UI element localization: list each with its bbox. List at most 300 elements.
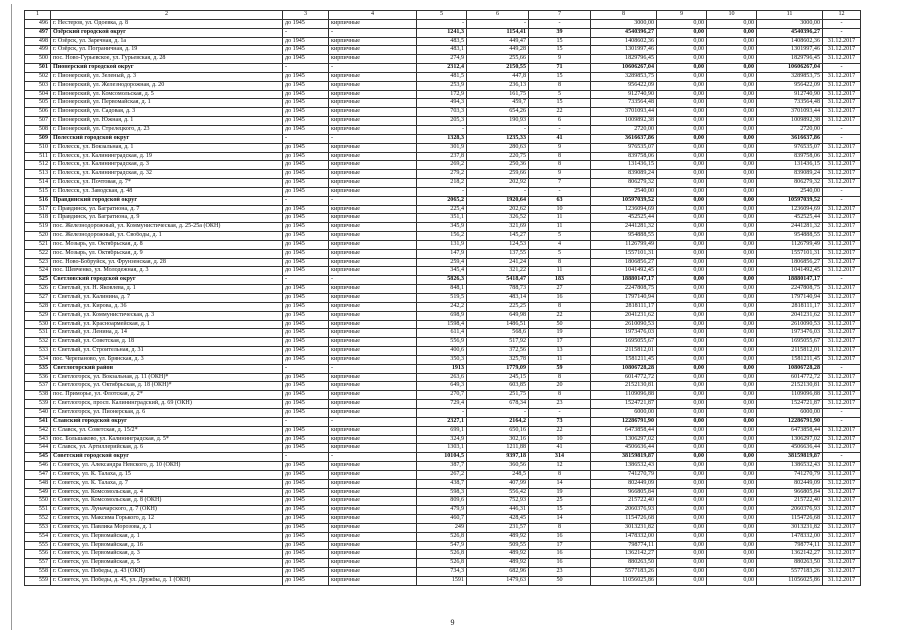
table-cell-col-6: 428,45 — [467, 515, 529, 524]
table-cell-col-6: 326,52 — [467, 214, 529, 223]
table-row — [25, 568, 861, 577]
table-cell-col-3: до 1945 — [283, 541, 329, 550]
table-cell-col-5: 147,9 — [417, 249, 467, 258]
table-cell-col-5: 345,4 — [417, 267, 467, 276]
table-row — [25, 470, 861, 479]
table-cell-col-11: 12286791,90 — [757, 417, 823, 426]
table-cell-col-3: до 1945 — [283, 19, 329, 28]
table-cell-col-4: кирпичные — [329, 267, 417, 276]
table-cell-col-11: 1386532,43 — [757, 462, 823, 471]
table-cell-col-8: 1806856,27 — [591, 258, 657, 267]
table-cell-col-4: кирпичные — [329, 232, 417, 241]
table-cell-col-7: 39 — [529, 28, 591, 37]
table-cell-col-4: кирпичные — [329, 577, 417, 586]
table-cell-col-12: 31.12.2017 — [823, 72, 861, 81]
table-cell-col-11: 956422,09 — [757, 81, 823, 90]
table-cell-col-10: 0,00 — [707, 373, 757, 382]
table-cell-col-2: г. Озёрск, ул. Пограничная, д. 19 — [51, 46, 283, 55]
table-cell-col-10: 0,00 — [707, 72, 757, 81]
table-cell-col-8: 3013231,82 — [591, 523, 657, 532]
table-row — [25, 267, 861, 276]
table-cell-col-10: 0,00 — [707, 134, 757, 143]
table-cell-col-12: 31.12.2017 — [823, 143, 861, 152]
table-cell-col-4: - — [329, 134, 417, 143]
table-cell-col-9: 0,00 — [657, 223, 707, 232]
table-cell-col-12: 31.12.2017 — [823, 320, 861, 329]
table-cell-col-10: 0,00 — [707, 205, 757, 214]
table-cell-col-4: кирпичные — [329, 37, 417, 46]
table-row — [25, 302, 861, 311]
table-cell-col-2: г. Пионерский, ул. Садовая, д. 3 — [51, 108, 283, 117]
table-cell-col-8: 954888,55 — [591, 232, 657, 241]
table-cell-col-12: 31.12.2017 — [823, 179, 861, 188]
table-cell-col-3: до 1945 — [283, 523, 329, 532]
table-cell-col-9: 0,00 — [657, 19, 707, 28]
table-cell-col-1: 518 — [25, 214, 51, 223]
table-cell-col-7: 73 — [529, 417, 591, 426]
table-cell-col-5: 242,2 — [417, 302, 467, 311]
table-cell-col-8: 1009892,38 — [591, 117, 657, 126]
table-cell-col-7: 8 — [529, 258, 591, 267]
table-cell-col-2: г. Полесск, ул. Калининградская, д. 32 — [51, 170, 283, 179]
table-cell-col-8: 798774,11 — [591, 541, 657, 550]
table-cell-col-8: 741270,79 — [591, 470, 657, 479]
table-cell-col-9: 0,00 — [657, 462, 707, 471]
table-row — [25, 532, 861, 541]
table-cell-col-4: кирпичные — [329, 285, 417, 294]
table-cell-col-10: 0,00 — [707, 170, 757, 179]
table-cell-col-2: г. Пионерский, ул. Зеленый, д. 3 — [51, 72, 283, 81]
table-cell-col-11: 1524721,87 — [757, 400, 823, 409]
table-cell-col-2: г. Светлый, ул. Калинина, д. 7 — [51, 294, 283, 303]
table-cell-col-7: 15 — [529, 506, 591, 515]
table-cell-col-12: 31.12.2017 — [823, 90, 861, 99]
table-cell-col-6: 2150,55 — [467, 64, 529, 73]
table-cell-col-8: 1301997,46 — [591, 46, 657, 55]
table-row — [25, 515, 861, 524]
table-cell-col-9: 0,00 — [657, 338, 707, 347]
table-cell-col-2: г. Советск, ул. Павлика Морозова, д. 1 — [51, 523, 283, 532]
table-row — [25, 125, 861, 134]
table-cell-col-10: 0,00 — [707, 294, 757, 303]
table-cell-col-2: Озёрский городской округ — [51, 28, 283, 37]
table-cell-col-9: 0,00 — [657, 391, 707, 400]
table-cell-col-6: 509,55 — [467, 541, 529, 550]
table-cell-col-5: 205,3 — [417, 117, 467, 126]
table-cell-col-6: 517,92 — [467, 338, 529, 347]
table-cell-col-3: до 1945 — [283, 258, 329, 267]
table-cell-col-5: 734,3 — [417, 568, 467, 577]
table-row — [25, 541, 861, 550]
table-cell-col-4: кирпичные — [329, 46, 417, 55]
table-cell-col-6: 161,75 — [467, 90, 529, 99]
table-row — [25, 285, 861, 294]
table-cell-col-3: до 1945 — [283, 143, 329, 152]
table-cell-col-2: г. Светлый, ул. Строительная, д. 31 — [51, 347, 283, 356]
table-cell-col-7: 15 — [529, 37, 591, 46]
table-cell-col-12: - — [823, 364, 861, 373]
table-cell-col-10: 0,00 — [707, 462, 757, 471]
table-cell-col-11: 1478332,00 — [757, 532, 823, 541]
table-cell-col-2: г. Славск, ул. Артиллерийская, д. 6 — [51, 444, 283, 453]
table-cell-col-7: 8 — [529, 152, 591, 161]
table-cell-col-2: Советский городской округ — [51, 453, 283, 462]
table-cell-col-4: кирпичные — [329, 559, 417, 568]
table-cell-col-5: 279,2 — [417, 170, 467, 179]
table-cell-col-10: 0,00 — [707, 408, 757, 417]
table-cell-col-6: 9397,18 — [467, 453, 529, 462]
table-cell-col-2: г. Полесск, ул. Вокзальная, д. 1 — [51, 143, 283, 152]
table-cell-col-4: кирпичные — [329, 568, 417, 577]
table-cell-col-5: 259,4 — [417, 258, 467, 267]
table-cell-col-3: до 1945 — [283, 347, 329, 356]
table-cell-col-2: пос. Мозырь, ул. Октябрьская, д. 9 — [51, 249, 283, 258]
table-cell-col-8: 1524721,87 — [591, 400, 657, 409]
table-cell-col-9: 0,00 — [657, 179, 707, 188]
table-cell-col-9: 0,00 — [657, 435, 707, 444]
table-cell-col-5: 494,3 — [417, 99, 467, 108]
table-cell-col-12: - — [823, 417, 861, 426]
page-number: 9 — [450, 618, 455, 627]
table-cell-col-7: 12 — [529, 462, 591, 471]
table-cell-col-11: 912740,90 — [757, 90, 823, 99]
table-cell-col-5: - — [417, 187, 467, 196]
table-cell-col-9: 0,00 — [657, 541, 707, 550]
table-cell-col-12: 31.12.2017 — [823, 302, 861, 311]
table-cell-col-11: 733564,48 — [757, 99, 823, 108]
table-cell-col-6: 1486,51 — [467, 320, 529, 329]
table-cell-col-3: до 1945 — [283, 108, 329, 117]
table-cell-col-7: 16 — [529, 532, 591, 541]
table-cell-col-6: 654,26 — [467, 108, 529, 117]
table-cell-col-1: 534 — [25, 355, 51, 364]
table-cell-col-7: 5 — [529, 90, 591, 99]
table-cell-col-3: до 1945 — [283, 568, 329, 577]
table-cell-col-12: 31.12.2017 — [823, 249, 861, 258]
table-cell-col-7: 8 — [529, 373, 591, 382]
table-cell-col-9: 0,00 — [657, 117, 707, 126]
table-cell-col-11: 6473858,44 — [757, 426, 823, 435]
table-cell-col-2: г. Полесск, ул. Заводская, д. 48 — [51, 187, 283, 196]
table-cell-col-12: - — [823, 276, 861, 285]
table-cell-col-4: кирпичные — [329, 506, 417, 515]
table-cell-col-4: кирпичные — [329, 382, 417, 391]
table-cell-col-9: 0,00 — [657, 81, 707, 90]
table-cell-col-10: 0,00 — [707, 90, 757, 99]
table-cell-col-10: 0,00 — [707, 470, 757, 479]
table-cell-col-12: - — [823, 19, 861, 28]
table-cell-col-4: кирпичные — [329, 161, 417, 170]
table-cell-col-8: 1557101,31 — [591, 249, 657, 258]
table-cell-col-1: 540 — [25, 408, 51, 417]
table-cell-col-6: 248,5 — [467, 470, 529, 479]
table-cell-col-7: 22 — [529, 311, 591, 320]
table-cell-col-9: 0,00 — [657, 523, 707, 532]
table-cell-col-7: 27 — [529, 285, 591, 294]
table-cell-col-1: 559 — [25, 577, 51, 586]
table-cell-col-11: 2152130,81 — [757, 382, 823, 391]
table-cell-col-11: 10806728,28 — [757, 364, 823, 373]
table-cell-col-8: 10606267,04 — [591, 64, 657, 73]
table-cell-col-3: до 1945 — [283, 223, 329, 232]
table-cell-col-7: 23 — [529, 568, 591, 577]
table-cell-col-7: - — [529, 125, 591, 134]
table-subtotal-row — [25, 64, 861, 73]
table-cell-col-7: 17 — [529, 338, 591, 347]
table-cell-col-4: кирпичные — [329, 72, 417, 81]
table-cell-col-4: - — [329, 364, 417, 373]
table-cell-col-5: - — [417, 125, 467, 134]
table-cell-col-12: 31.12.2017 — [823, 152, 861, 161]
table-cell-col-8: 1236094,69 — [591, 205, 657, 214]
table-cell-col-8: 956422,09 — [591, 81, 657, 90]
table-cell-col-6: 449,47 — [467, 37, 529, 46]
table-cell-col-3: до 1945 — [283, 285, 329, 294]
table-cell-col-4: кирпичные — [329, 550, 417, 559]
table-cell-col-3: до 1945 — [283, 249, 329, 258]
table-row — [25, 46, 861, 55]
table-cell-col-1: 522 — [25, 249, 51, 258]
table-row — [25, 391, 861, 400]
table-cell-col-10: 0,00 — [707, 382, 757, 391]
table-cell-col-5: 1591 — [417, 577, 467, 586]
table-cell-col-10: 0,00 — [707, 108, 757, 117]
column-header-10: 10 — [707, 11, 757, 20]
table-row — [25, 355, 861, 364]
table-cell-col-5: 237,8 — [417, 152, 467, 161]
table-cell-col-8: 2115812,01 — [591, 347, 657, 356]
table-cell-col-5: 703,3 — [417, 108, 467, 117]
table-cell-col-10: 0,00 — [707, 152, 757, 161]
table-cell-col-4: - — [329, 28, 417, 37]
table-cell-col-8: 1695055,67 — [591, 338, 657, 347]
table-cell-col-5: 10104,5 — [417, 453, 467, 462]
table-cell-col-4: кирпичные — [329, 108, 417, 117]
document-sheet — [24, 10, 860, 586]
table-cell-col-6: 1154,41 — [467, 28, 529, 37]
table-cell-col-7: 15 — [529, 72, 591, 81]
table-cell-col-11: 1362142,27 — [757, 550, 823, 559]
table-cell-col-10: 0,00 — [707, 515, 757, 524]
table-cell-col-11: 966805,84 — [757, 488, 823, 497]
table-cell-col-9: 0,00 — [657, 143, 707, 152]
table-row — [25, 249, 861, 258]
table-cell-col-8: 2720,00 — [591, 125, 657, 134]
table-cell-col-12: 31.12.2017 — [823, 205, 861, 214]
table-cell-col-6: - — [467, 125, 529, 134]
table-cell-col-12: - — [823, 28, 861, 37]
table-cell-col-1: 507 — [25, 117, 51, 126]
table-cell-col-1: 538 — [25, 391, 51, 400]
table-cell-col-5: 1913 — [417, 364, 467, 373]
table-cell-col-11: 1806856,27 — [757, 258, 823, 267]
table-cell-col-8: 1386532,43 — [591, 462, 657, 471]
table-cell-col-10: 0,00 — [707, 364, 757, 373]
table-cell-col-1: 539 — [25, 400, 51, 409]
table-cell-col-4: кирпичные — [329, 125, 417, 134]
table-cell-col-8: 12286791,90 — [591, 417, 657, 426]
table-cell-col-1: 521 — [25, 240, 51, 249]
table-cell-col-12: 31.12.2017 — [823, 479, 861, 488]
table-cell-col-3: до 1945 — [283, 444, 329, 453]
table-cell-col-7: 14 — [529, 479, 591, 488]
table-cell-col-9: 0,00 — [657, 311, 707, 320]
table-cell-col-5: 547,9 — [417, 541, 467, 550]
table-cell-col-11: 4506636,44 — [757, 444, 823, 453]
table-cell-col-1: 526 — [25, 285, 51, 294]
table-cell-col-3: - — [283, 453, 329, 462]
table-cell-col-9: 0,00 — [657, 506, 707, 515]
table-cell-col-7: 16 — [529, 550, 591, 559]
table-cell-col-9: 0,00 — [657, 37, 707, 46]
table-cell-col-11: 18880147,17 — [757, 276, 823, 285]
table-cell-col-10: 0,00 — [707, 240, 757, 249]
table-cell-col-12: 31.12.2017 — [823, 55, 861, 64]
table-cell-col-6: 190,93 — [467, 117, 529, 126]
table-cell-col-7: 10 — [529, 435, 591, 444]
table-cell-col-12: 31.12.2017 — [823, 285, 861, 294]
table-cell-col-2: г. Полесск, ул. Почтовая, д. 7* — [51, 179, 283, 188]
table-cell-col-12: 31.12.2017 — [823, 294, 861, 303]
table-cell-col-3: до 1945 — [283, 426, 329, 435]
table-cell-col-3: до 1945 — [283, 179, 329, 188]
table-cell-col-2: г. Светлый, ул. Коммунистическая, д. 3 — [51, 311, 283, 320]
table-row — [25, 152, 861, 161]
table-cell-col-1: 511 — [25, 152, 51, 161]
table-cell-col-9: 0,00 — [657, 488, 707, 497]
table-cell-col-6: 124,53 — [467, 240, 529, 249]
table-cell-col-10: 0,00 — [707, 338, 757, 347]
table-row — [25, 223, 861, 232]
table-cell-col-10: 0,00 — [707, 426, 757, 435]
table-cell-col-5: 519,5 — [417, 294, 467, 303]
table-cell-col-5: 848,1 — [417, 285, 467, 294]
table-cell-col-8: 1581211,45 — [591, 355, 657, 364]
table-cell-col-12: 31.12.2017 — [823, 462, 861, 471]
table-cell-col-3: до 1945 — [283, 240, 329, 249]
table-cell-col-2: г. Светлогорск, ул. Пионерская, д. 6 — [51, 408, 283, 417]
table-cell-col-3: до 1945 — [283, 37, 329, 46]
table-cell-col-1: 541 — [25, 417, 51, 426]
table-cell-col-2: г. Пионерский, ул. Железнодорожная, д. 20 — [51, 81, 283, 90]
table-cell-col-3: до 1945 — [283, 99, 329, 108]
table-cell-col-3: до 1945 — [283, 408, 329, 417]
table-cell-col-2: г. Советск, ул. Первомайская, д. 16 — [51, 541, 283, 550]
table-cell-col-12: 31.12.2017 — [823, 559, 861, 568]
table-cell-col-7: 11 — [529, 267, 591, 276]
table-cell-col-2: г. Светлый, ул. Советская, д. 18 — [51, 338, 283, 347]
table-row — [25, 488, 861, 497]
table-cell-col-5: 301,9 — [417, 143, 467, 152]
table-cell-col-12: 31.12.2017 — [823, 568, 861, 577]
column-header-5: 5 — [417, 11, 467, 20]
table-row — [25, 311, 861, 320]
table-cell-col-3: - — [283, 134, 329, 143]
table-cell-col-9: 0,00 — [657, 568, 707, 577]
table-cell-col-6: 447,8 — [467, 72, 529, 81]
table-cell-col-4: кирпичные — [329, 90, 417, 99]
table-cell-col-5: 598,3 — [417, 488, 467, 497]
table-row — [25, 81, 861, 90]
table-cell-col-3: - — [283, 196, 329, 205]
table-cell-col-7: 15 — [529, 99, 591, 108]
table-cell-col-5: 351,1 — [417, 214, 467, 223]
table-row — [25, 19, 861, 28]
table-cell-col-10: 0,00 — [707, 19, 757, 28]
table-cell-col-2: пос. Мозырь, ул. Октябрьская, д. 8 — [51, 240, 283, 249]
table-cell-col-2: Славский городской округ — [51, 417, 283, 426]
table-cell-col-3: до 1945 — [283, 479, 329, 488]
table-cell-col-4: кирпичные — [329, 214, 417, 223]
table-cell-col-12: 31.12.2017 — [823, 170, 861, 179]
table-cell-col-7: 6 — [529, 117, 591, 126]
table-cell-col-9: 0,00 — [657, 373, 707, 382]
table-cell-col-3: до 1945 — [283, 81, 329, 90]
table-cell-col-9: 0,00 — [657, 205, 707, 214]
table-cell-col-1: 497 — [25, 28, 51, 37]
table-cell-col-1: 549 — [25, 488, 51, 497]
table-cell-col-2: пос. Железнодорожный, ул. Коммунистическая, д. 25-25а (ОКН) — [51, 223, 283, 232]
table-cell-col-3: до 1945 — [283, 267, 329, 276]
table-cell-col-1: 542 — [25, 426, 51, 435]
table-cell-col-4: кирпичные — [329, 258, 417, 267]
table-cell-col-9: 0,00 — [657, 515, 707, 524]
table-cell-col-7: 22 — [529, 426, 591, 435]
table-cell-col-7: 23 — [529, 400, 591, 409]
table-cell-col-2: г. Полесск, ул. Калининградская, д. 3 — [51, 161, 283, 170]
table-cell-col-12: 31.12.2017 — [823, 426, 861, 435]
table-cell-col-2: г. Советск, ул. Максима Горького, д. 12 — [51, 515, 283, 524]
table-cell-col-7: 8 — [529, 81, 591, 90]
table-cell-col-4: кирпичные — [329, 179, 417, 188]
table-cell-col-9: 0,00 — [657, 46, 707, 55]
table-cell-col-10: 0,00 — [707, 161, 757, 170]
table-cell-col-11: 1126799,49 — [757, 240, 823, 249]
table-cell-col-7: 25 — [529, 497, 591, 506]
table-cell-col-7: 5 — [529, 232, 591, 241]
table-cell-col-6: 372,56 — [467, 347, 529, 356]
table-cell-col-9: 0,00 — [657, 196, 707, 205]
table-cell-col-6: 251,75 — [467, 391, 529, 400]
table-cell-col-12: 31.12.2017 — [823, 46, 861, 55]
table-cell-col-5: 156,2 — [417, 232, 467, 241]
table-row — [25, 523, 861, 532]
table-cell-col-9: 0,00 — [657, 302, 707, 311]
table-cell-col-6: 259,66 — [467, 170, 529, 179]
table-cell-col-10: 0,00 — [707, 179, 757, 188]
table-cell-col-3: до 1945 — [283, 170, 329, 179]
table-cell-col-1: 532 — [25, 338, 51, 347]
table-cell-col-12: 31.12.2017 — [823, 311, 861, 320]
table-row — [25, 294, 861, 303]
table-cell-col-11: 2247808,75 — [757, 285, 823, 294]
table-cell-col-1: 553 — [25, 523, 51, 532]
table-cell-col-9: 0,00 — [657, 214, 707, 223]
table-cell-col-1: 501 — [25, 64, 51, 73]
table-cell-col-3: до 1945 — [283, 125, 329, 134]
table-cell-col-2: г. Светлогорск, ул. Вокзальная, д. 11 (ОКН)* — [51, 373, 283, 382]
table-row — [25, 479, 861, 488]
table-cell-col-1: 537 — [25, 382, 51, 391]
table-cell-col-5: 481,5 — [417, 72, 467, 81]
table-cell-col-12: 31.12.2017 — [823, 81, 861, 90]
table-cell-col-10: 0,00 — [707, 355, 757, 364]
table-row — [25, 214, 861, 223]
table-row — [25, 400, 861, 409]
table-cell-col-11: 1581211,45 — [757, 355, 823, 364]
table-cell-col-9: 0,00 — [657, 285, 707, 294]
table-cell-col-1: 548 — [25, 479, 51, 488]
